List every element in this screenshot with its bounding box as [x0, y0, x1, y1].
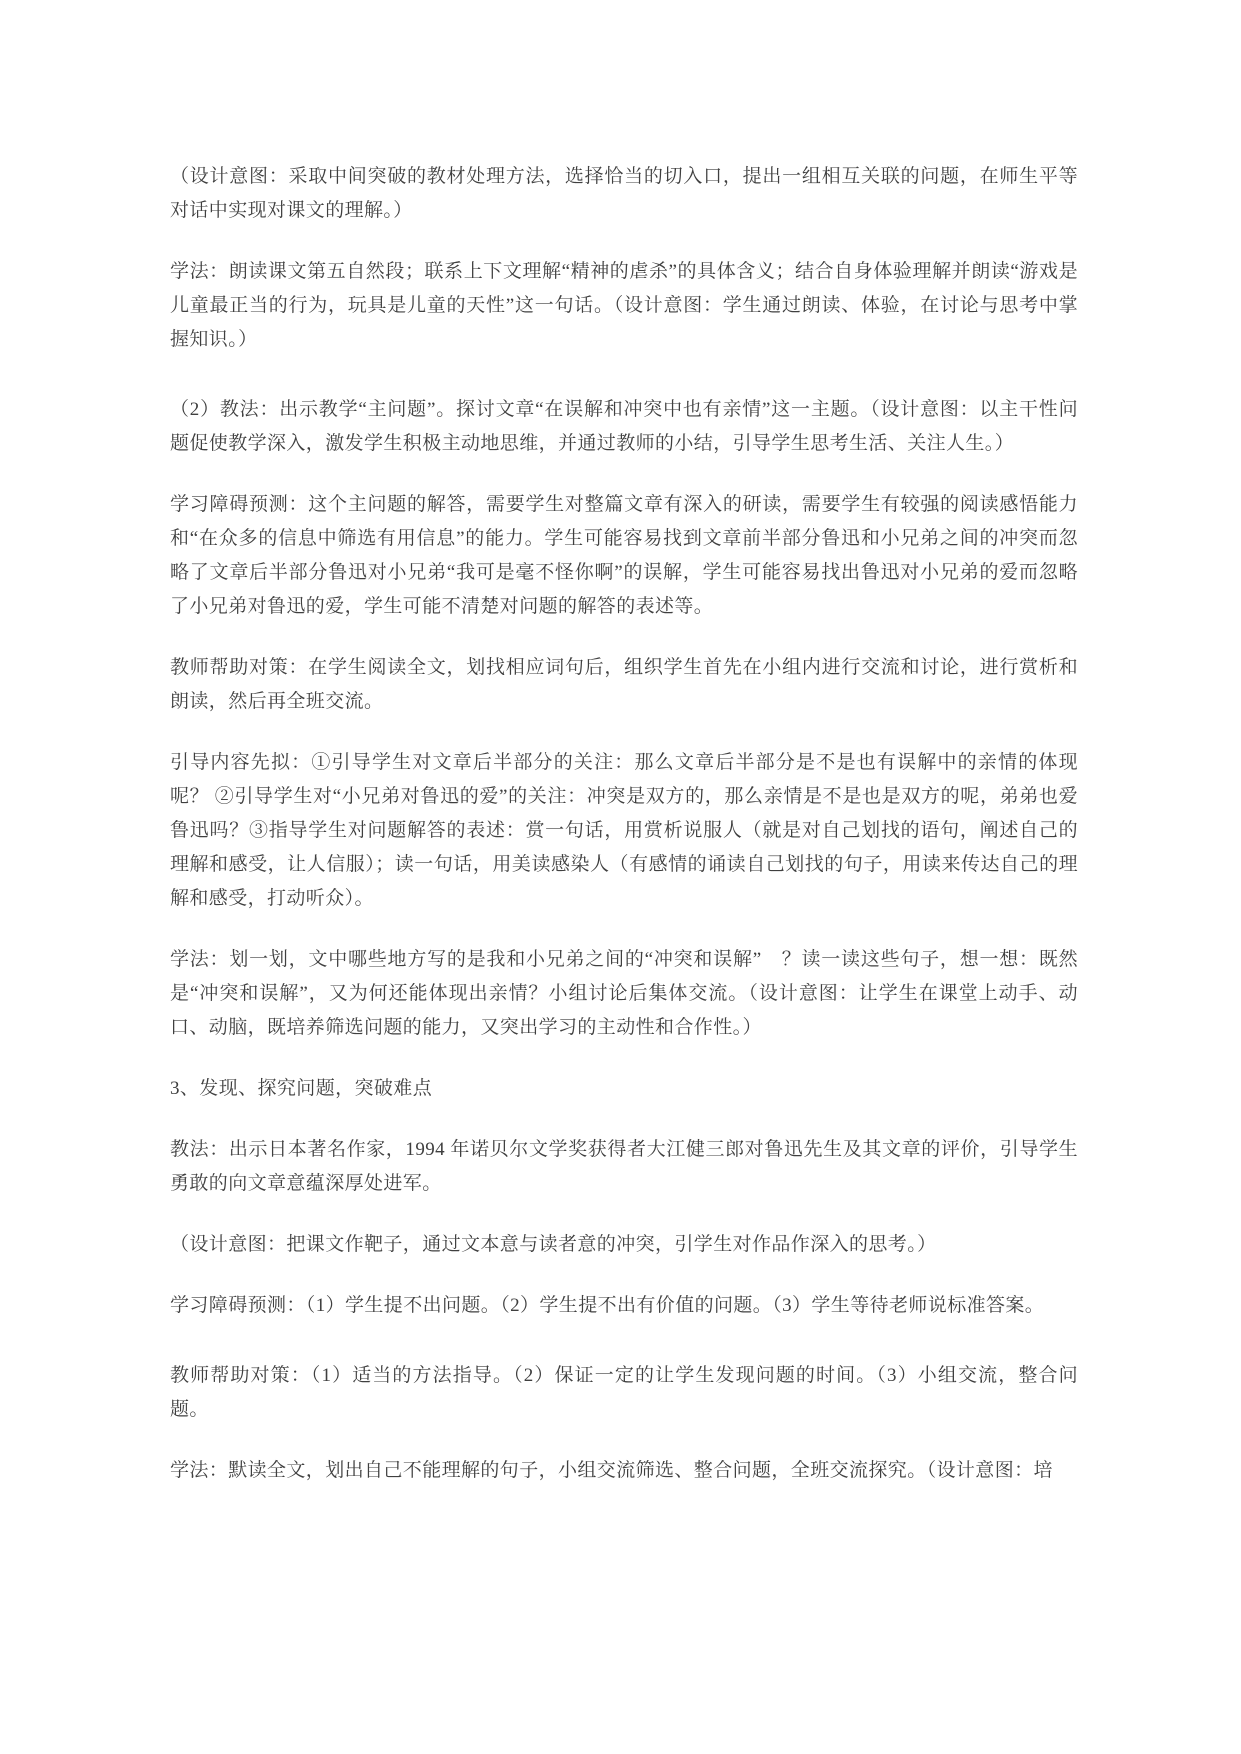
- paragraph-obstacle-prediction-2: 学习障碍预测：（1）学生提不出问题。（2）学生提不出有价值的问题。（3）学生等待老师说标准答案。: [170, 1295, 1045, 1316]
- paragraph-teacher-help-1: 教师帮助对策：在学生阅读全文，划找相应词句后，组织学生首先在小组内进行交流和讨论，进行赏析和朗读，然后再全班交流。: [170, 657, 1078, 712]
- paragraph-xuefa-1: 学法：朗读课文第五自然段；联系上下文理解“精神的虐杀”的具体含义；结合自身体验理解并朗读“游戏是儿童最正当的行为，玩具是儿童的天性”这一句话。（设计意图：学生通过朗读、体验，在讨论与思考中掌握知识。）: [170, 261, 1078, 350]
- paragraph-section-heading-3: 3、发现、探究问题，突破难点: [170, 1078, 433, 1099]
- paragraph-xuefa-2: 学法：划一划，文中哪些地方写的是我和小兄弟之间的“冲突和误解” ？读一读这些句子，想一想：既然是“冲突和误解”，又为何还能体现出亲情？小组讨论后集体交流。（设计意图：让学生在课堂上动手、动口、动脑，既培养筛选问题的能力，又突出学习的主动性和合作性。）: [170, 949, 1078, 1038]
- paragraph-obstacle-prediction-1: 学习障碍预测：这个主问题的解答，需要学生对整篇文章有深入的研读，需要学生有较强的阅读感悟能力和“在众多的信息中筛选有用信息”的能力。学生可能容易找到文章前半部分鲁迅和小兄弟之间的冲突而忽略了文章后半部分鲁迅对小兄弟“我可是毫不怪你啊”的误解，学生可能容易找出鲁迅对小兄弟的爱而忽略了小兄弟对鲁迅的爱，学生可能不清楚对问题的解答的表述等。: [170, 494, 1078, 617]
- paragraph-teacher-help-2: 教师帮助对策：（1）适当的方法指导。（2）保证一定的让学生发现问题的时间。（3）小组交流，整合问题。: [170, 1365, 1078, 1420]
- paragraph-guidance-draft: 引导内容先拟：①引导学生对文章后半部分的关注：那么文章后半部分是不是也有误解中的亲情的体现呢？ ②引导学生对“小兄弟对鲁迅的爱”的关注：冲突是双方的，那么亲情是不是也是双方的呢，弟弟也爱鲁迅吗？③指导学生对问题解答的表述：赏一句话，用赏析说服人（就是对自己划找的语句，阐述自己的理解和感受，让人信服）；读一句话，用美读感染人（有感情的诵读自己划找的句子，用读来传达自己的理解和感受，打动听众）。: [170, 752, 1078, 909]
- paragraph-jiaofa-2: （2）教法：出示教学“主问题”。探讨文章“在误解和冲突中也有亲情”这一主题。（设计意图：以主干性问题促使教学深入，激发学生积极主动地思维，并通过教师的小结，引导学生思考生活、关注人生。）: [170, 399, 1078, 454]
- paragraph-design-intent-1: （设计意图：采取中间突破的教材处理方法，选择恰当的切入口，提出一组相互关联的问题，在师生平等对话中实现对课文的理解。）: [170, 166, 1078, 221]
- paragraph-design-intent-2: （设计意图：把课文作靶子，通过文本意与读者意的冲突，引学生对作品作深入的思考。）: [170, 1234, 937, 1255]
- paragraph-jiaofa-3: 教法：出示日本著名作家，1994 年诺贝尔文学奖获得者大江健三郎对鲁迅先生及其文章的评价，引导学生勇敢的向文章意蕴深厚处进军。: [170, 1139, 1078, 1194]
- paragraph-xuefa-3: 学法：默读全文，划出自己不能理解的句子，小组交流筛选、整合问题，全班交流探究。（设计意图：培: [170, 1460, 1053, 1481]
